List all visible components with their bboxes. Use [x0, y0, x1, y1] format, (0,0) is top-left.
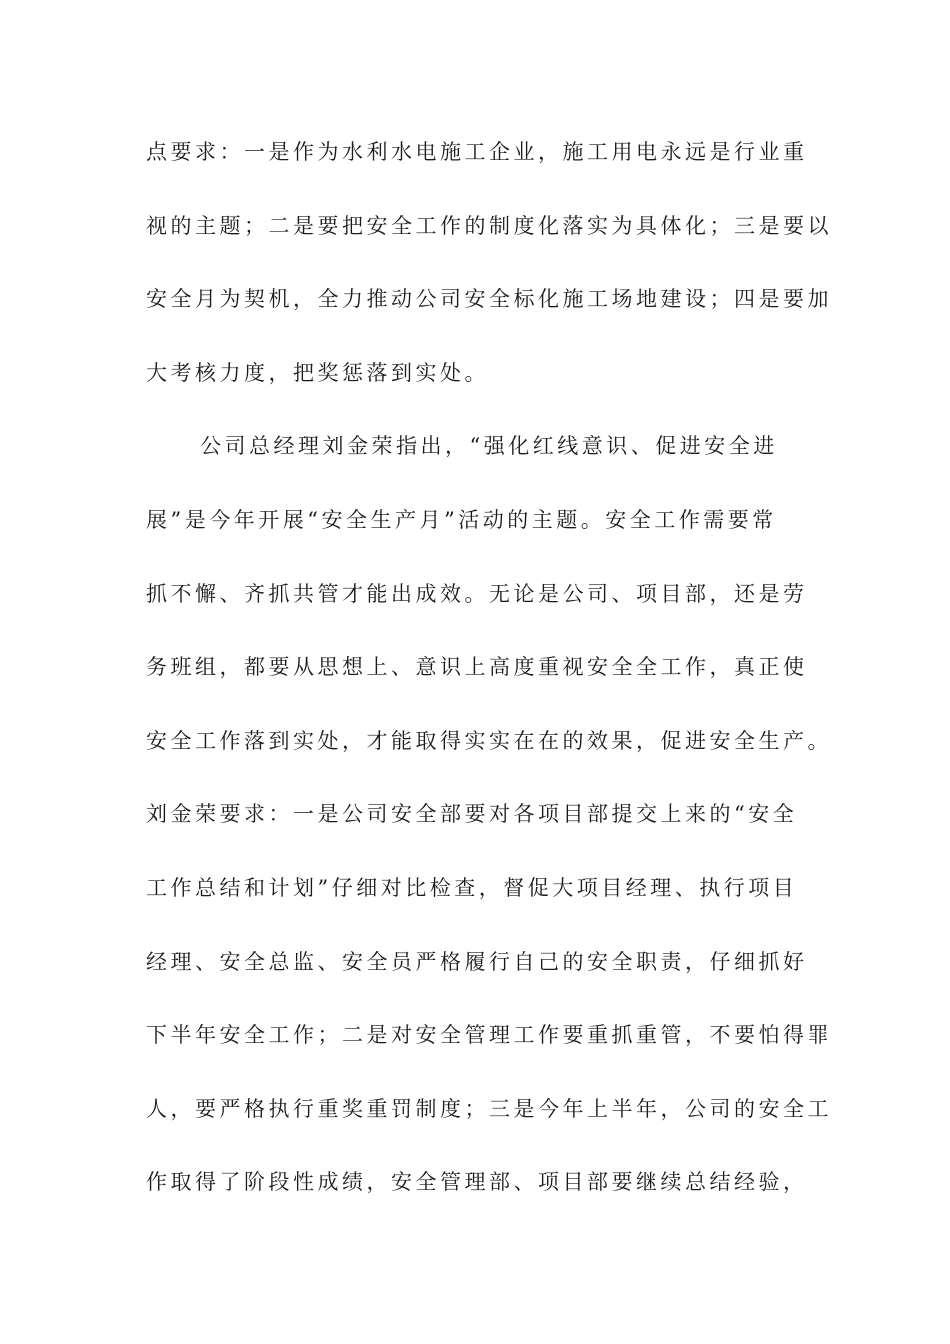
text-line: 展”是今年开展“安全生产月”活动的主题。安全工作需要常	[146, 507, 777, 532]
body-text	[146, 128, 832, 1232]
text-line: 作取得了阶段性成绩，安全管理部、项目部要继续总结经验，	[146, 1170, 808, 1195]
paragraph-start-line: 公司总经理刘金荣指出，“强化红线意识、促进安全进	[200, 434, 778, 459]
text-line: 经理、安全总监、安全员严格履行自己的安全职责，仔细抓好	[146, 949, 808, 974]
text-line: 刘金荣要求：一是公司安全部要对各项目部提交上来的“安全	[146, 802, 798, 827]
text-line: 工作总结和计划”仔细对比检查，督促大项目经理、执行项目	[146, 875, 798, 900]
text-line: 大考核力度，把奖惩落到实处。	[146, 360, 489, 385]
text-line: 视的主题；二是要把安全工作的制度化落实为具体化；三是要以	[146, 213, 832, 238]
text-line: 点要求：一是作为水利水电施工企业，施工用电永远是行业重	[146, 140, 808, 164]
text-line: 安全月为契机，全力推动公司安全标化施工场地建设；四是要加	[146, 287, 832, 312]
text-line: 抓不懈、齐抓共管才能出成效。无论是公司、项目部，还是劳	[146, 581, 808, 606]
text-line: 人，要严格执行重奖重罚制度；三是今年上半年，公司的安全工	[146, 1096, 832, 1121]
text-line: 安全工作落到实处，才能取得实实在在的效果，促进安全生产。	[146, 728, 832, 753]
text-line: 下半年安全工作；二是对安全管理工作要重抓重管，不要怕得罪	[146, 1023, 832, 1048]
text-line: 务班组，都要从思想上、意识上高度重视安全全工作，真正使	[146, 655, 808, 680]
